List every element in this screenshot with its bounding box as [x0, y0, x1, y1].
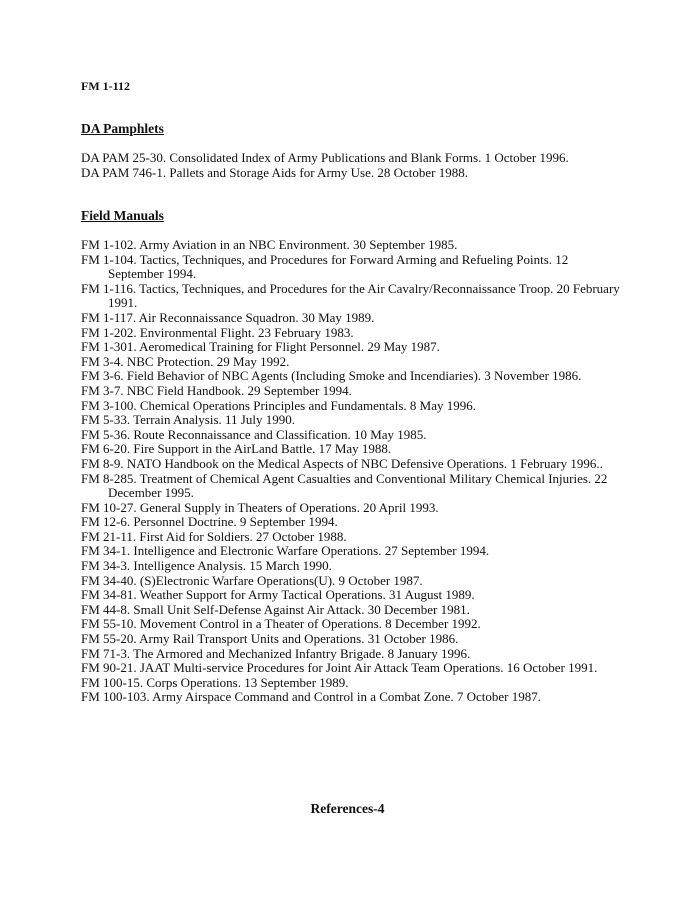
reference-entry: DA PAM 25-30. Consolidated Index of Army Publications and Blank Forms. 1 October 1996.: [81, 150, 569, 165]
reference-entry: FM 44-8. Small Unit Self-Defense Against Air Attack. 30 December 1981.: [81, 601, 470, 617]
reference-entry: FM 3-100. Chemical Operations Principles and Fundamentals. 8 May 1996.: [81, 397, 477, 413]
reference-entry: FM 34-40. (S)Electronic Warfare Operations(U). 9 October 1987.: [81, 572, 423, 588]
reference-entry: FM 34-3. Intelligence Analysis. 15 March 1990.: [81, 558, 332, 574]
reference-entry: FM 1-202. Environmental Flight. 23 February 1983.: [81, 324, 354, 340]
reference-entry: FM 8-9. NATO Handbook on the Medical Aspects of NBC Defensive Operations. 1 February 1996..: [81, 455, 603, 471]
reference-entry: FM 8-285. Treatment of Chemical Agent Casualties and Conventional Military Chemical Injuries. 22 December 1995.: [81, 470, 608, 501]
reference-entry: FM 12-6. Personnel Doctrine. 9 September 1994.: [81, 514, 338, 530]
reference-entry: FM 5-33. Terrain Analysis. 11 July 1990.: [81, 412, 295, 428]
reference-entry: FM 3-4. NBC Protection. 29 May 1992.: [81, 353, 290, 369]
field-manuals-list: [81, 238, 621, 705]
reference-entry: FM 34-81. Weather Support for Army Tactical Operations. 31 August 1989.: [81, 587, 475, 603]
reference-entry: FM 55-20. Army Rail Transport Units and Operations. 31 October 1986.: [81, 631, 459, 647]
reference-entry: FM 6-20. Fire Support in the AirLand Battle. 17 May 1988.: [81, 441, 392, 457]
section-heading-da-pamphlets: DA Pamphlets: [81, 121, 164, 136]
reference-entry: FM 3-7. NBC Field Handbook. 29 September 1994.: [81, 382, 352, 398]
reference-entry: FM 100-15. Corps Operations. 13 September 1989.: [81, 674, 349, 690]
reference-entry: FM 1-102. Army Aviation in an NBC Environment. 30 September 1985.: [81, 237, 458, 252]
reference-entry: FM 34-1. Intelligence and Electronic Warfare Operations. 27 September 1994.: [81, 543, 490, 559]
reference-entry: FM 1-117. Air Reconnaissance Squadron. 30 May 1989.: [81, 309, 375, 325]
reference-entry: FM 3-6. Field Behavior of NBC Agents (Including Smoke and Incendiaries). 3 November 1986.: [81, 368, 582, 384]
reference-entry: FM 1-116. Tactics, Techniques, and Procedures for the Air Cavalry/Reconnaissance Troop. 20 February 1991.: [81, 280, 620, 311]
reference-entry: FM 1-301. Aeromedical Training for Flight Personnel. 29 May 1987.: [81, 339, 440, 355]
reference-entry: DA PAM 746-1. Pallets and Storage Aids for Army Use. 28 October 1988.: [81, 164, 468, 180]
reference-entry: FM 90-21. JAAT Multi-service Procedures for Joint Air Attack Team Operations. 16 October 1991.: [81, 660, 598, 676]
section-heading-field-manuals: Field Manuals: [81, 208, 164, 223]
reference-entry: FM 5-36. Route Reconnaissance and Classification. 10 May 1985.: [81, 426, 427, 442]
reference-entry: FM 21-11. First Aid for Soldiers. 27 October 1988.: [81, 528, 347, 544]
reference-entry: FM 1-104. Tactics, Techniques, and Procedures for Forward Arming and Refueling Points. 12 September 1994.: [81, 251, 569, 282]
page-footer-label: References-4: [310, 801, 385, 816]
reference-entry: FM 55-10. Movement Control in a Theater of Operations. 8 December 1992.: [81, 616, 481, 632]
page-header-doc-id: FM 1-112: [81, 79, 130, 93]
reference-entry: FM 100-103. Army Airspace Command and Control in a Combat Zone. 7 October 1987.: [81, 689, 541, 705]
reference-entry: FM 71-3. The Armored and Mechanized Infantry Brigade. 8 January 1996.: [81, 645, 471, 661]
da-pamphlets-list: [81, 151, 621, 180]
reference-entry: FM 10-27. General Supply in Theaters of Operations. 20 April 1993.: [81, 499, 439, 515]
